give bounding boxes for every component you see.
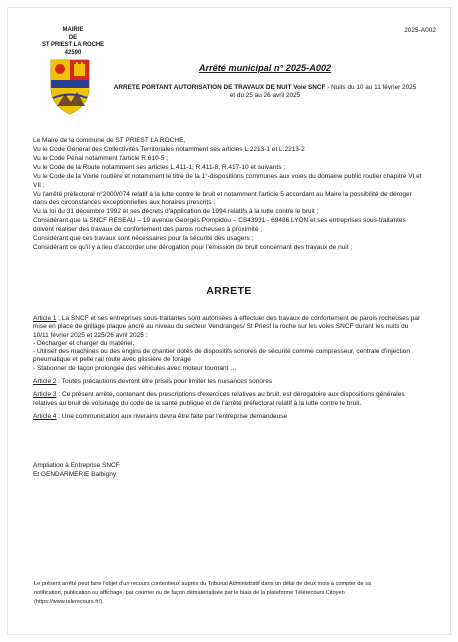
decree-title: Arrêté municipal n° 2025-A002: [198, 63, 332, 73]
subtitle-dates: - Nuits du 10 au 11 février 2025 et du 25 au 26 avril 2025: [229, 84, 417, 100]
article-4-label: Article 4: [33, 412, 57, 420]
ampliation-line: Ampliation à Entreprise SNCF: [33, 462, 120, 469]
preamble-line: Le Maire de la commune de ST PRIEST LA ROCHE,: [33, 137, 186, 144]
mairie-line: ST PRIEST LA ROCHE: [42, 42, 104, 48]
article-1-text: : La SNCF et ses entreprises sous-traitantes sont autorisées à effectuer des travaux de confortement de parois rocheuses par mise en place de grillage plaque ancré au niveau du secteur Vendranges/ St Priest la roche sur les voies SNCF durant les nuits du 10/11 février 2025 et 225/26 avril 2025 :: [33, 315, 421, 339]
coat-of-arms-icon: [49, 58, 91, 116]
preamble-line: Vu la loi du 31 décembre 1992 et ses décrets d'application de 1994 relatifs à la lutte contre le bruit ;: [33, 208, 319, 215]
article-1-item: - Décharger et charger du matériel,: [33, 339, 135, 347]
ampliation: [33, 461, 333, 479]
mairie-line: MAIRIE: [62, 27, 84, 33]
footer-line: (https://www.telerecours.fr/).: [34, 599, 104, 606]
article-1-item: - Stationner de façon prolongée des véhicules avec moteur tournant …: [33, 364, 237, 372]
preamble-line: Considérant que la SNCF RESEAU – 19 avenue Georges Pompidou – CS43931 - 69486 LYON et ses entreprises sous-traitantes doivent réaliser des travaux de confortement des parois rocheuses à proximité ;: [33, 217, 406, 233]
footer-line: notification, publication ou affichage, par courrier ou de façon dématérialisée par le biais de la plateforme Télérecours Citoyen: [34, 590, 345, 597]
preamble-line: Vu le Code Pénal notamment l'article R.610-5 ;: [33, 155, 169, 162]
article-1: [33, 315, 425, 340]
preamble: [33, 137, 425, 253]
preamble-line: Vu le Code de la Route notamment ses articles L.411-1, R.411-8, R.417-10 et suivants ;: [33, 164, 286, 171]
decree-subtitle: [112, 84, 418, 101]
article-4-text: : Une communication aux riverains devra être faite par l'entreprise demandeuse: [56, 412, 288, 420]
footer-line: Le présent arrêté peut faire l'objet d'un recours contentieux auprès du Tribunal Administratif dans un délai de deux mois à compter de sa: [34, 581, 372, 587]
articles: [33, 315, 425, 421]
preamble-line: Considérant que ces travaux sont nécessaires pour la sécurité des usagers ;: [33, 234, 254, 242]
preamble-line: Vu le Code de la Voirie routière et notamment le titre de la 1°-dispositions communes aux voies du domaine public routier chapitre VI et VII ;: [33, 173, 422, 189]
article-2-label: Article 2: [33, 378, 57, 386]
preamble-line: Vu l'arrêté préfectoral n°2000/074 relatif à la lutte contre le bruit et notamment l'article 5 accordant au Maire la possibilité de déroger dans des circonstances exceptionnelles aux horaires prescrits ;: [33, 190, 412, 206]
article-4: [33, 413, 425, 421]
article-2-text: : Toutes précautions devront être prises pour limiter les nuisances sonores: [56, 378, 273, 386]
subtitle-bold: ARRETE PORTANT AUTORISATION DE TRAVAUX DE NUIT Voie SNCF: [113, 84, 326, 91]
reference-number: 2025-A002: [404, 27, 436, 34]
article-2: [33, 378, 425, 386]
article-1-item: - Utiliser des machines ou des engins de chantier dotés de dispositifs sonores de sécurité comme compresseur, centrale d'injection pneumatique et pelle rail route avec glissière de forage: [33, 348, 410, 364]
ampliation-line: Et GENDARMERIE Balbigny: [33, 471, 117, 478]
mairie-line: 42590: [64, 49, 82, 56]
preamble-line: Vu le Code Général des Collectivités Territoriales notamment ses articles L.2213-1 et L.2213-2: [33, 146, 305, 153]
legal-footer: [34, 580, 424, 608]
article-3: [33, 391, 425, 408]
mairie-line: DE: [68, 34, 78, 41]
arrete-heading: ARRETE: [206, 285, 252, 297]
article-3-label: Article 3: [33, 391, 57, 399]
article-3-text: : Ce présent arrêté, contenant des prescriptions d'exercices relatives au bruit, est dérogatoire aux dispositions générales relatives au bruit de voisinage du code de la santé publique et de l'arrêté préfectoral relatif à la lutte contre le bruit.: [33, 391, 405, 407]
mairie-header: [38, 27, 108, 57]
preamble-line: Considérant ce qu'il y a lieu d'accorder une dérogation pour l'émission de bruit concernant des travaux de nuit ;: [33, 243, 353, 251]
article-1-label: Article 1: [33, 315, 57, 322]
